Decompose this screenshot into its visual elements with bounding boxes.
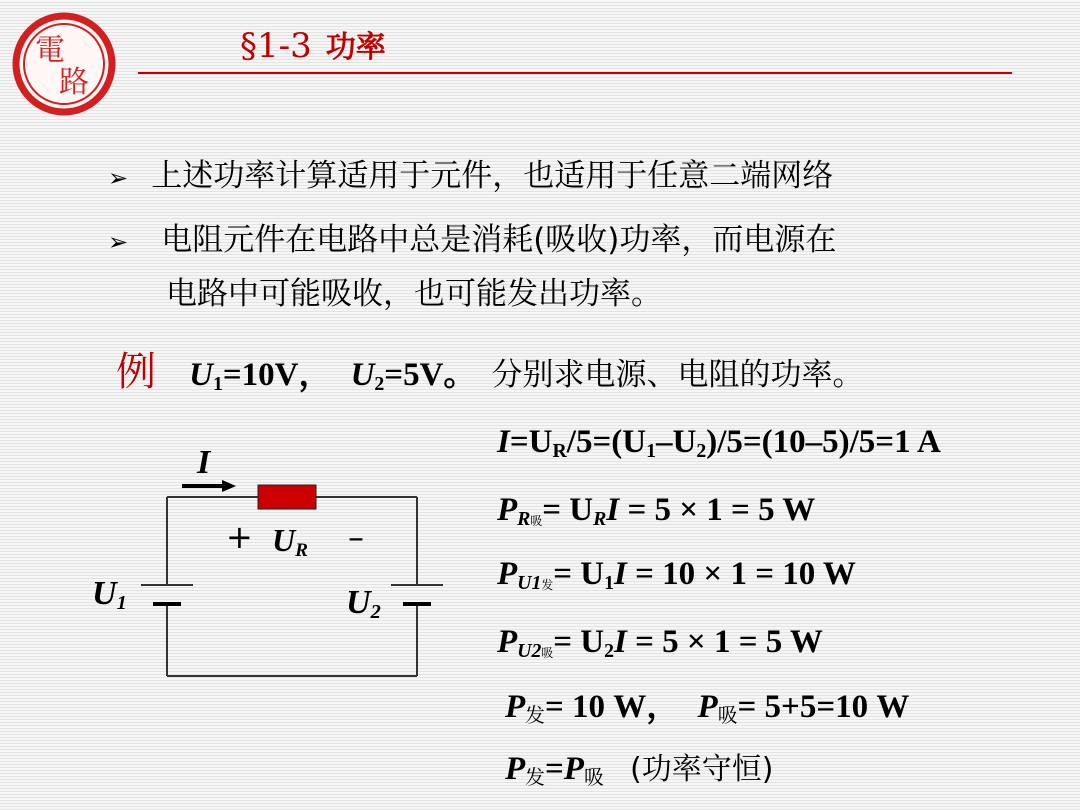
logo-char-top: 電 [35, 33, 65, 68]
section-name: 功率 [325, 30, 386, 65]
equation-power-conservation: $P_发=P_吸$ (功率守恒) [505, 751, 774, 789]
equation-power-totals: $P_发= 10$ W， $P_吸= 5+5=10$ W [505, 689, 910, 727]
logo-char-bottom: 路 [59, 65, 89, 100]
equation-u1-power: $P_{U1发}= U_1I = 10 \times 1 = 10$ W [497, 556, 856, 594]
section-number: §1-3 [240, 26, 312, 66]
current-label: I [197, 444, 211, 481]
current-arrow-icon [222, 480, 236, 492]
equation-u2-power: $P_{U2吸}= U_2I = 5 \times 1 = 5$ W [497, 624, 823, 662]
u2-label: $U_2$ [346, 584, 381, 624]
u1-label: $U_1$ [92, 575, 127, 615]
example-u1: $U_1=10V$， [189, 357, 332, 395]
plus-sign: + [226, 518, 253, 556]
resistor [258, 485, 316, 509]
bullet-arrow-icon: ➢ [108, 164, 129, 192]
example-question: 分别求电源、电阻的功率。 [491, 357, 864, 393]
equation-resistor-power: $P_{R吸}= U_RI = 5 \times 1 = 5$ W [497, 492, 816, 530]
example-u2: $U_2=5V$。 [350, 357, 477, 395]
bullet-2-line1: 电阻元件在电路中总是消耗(吸收)功率，而电源在 [161, 222, 837, 258]
bullet-2-line2: 电路中可能吸收，也可能发出功率。 [166, 276, 662, 312]
bullet-arrow-icon: ➢ [108, 228, 129, 256]
bullet-1-text: 上述功率计算适用于元件，也适用于任意二端网络 [151, 158, 834, 194]
ur-label: $U_R$ [272, 522, 308, 561]
equation-current: $I=U_R/5=(U_1-U_2)/5=(10-5)/5=1$ A [497, 424, 941, 462]
example-label: 例 [116, 349, 156, 395]
minus-sign: – [348, 518, 364, 556]
